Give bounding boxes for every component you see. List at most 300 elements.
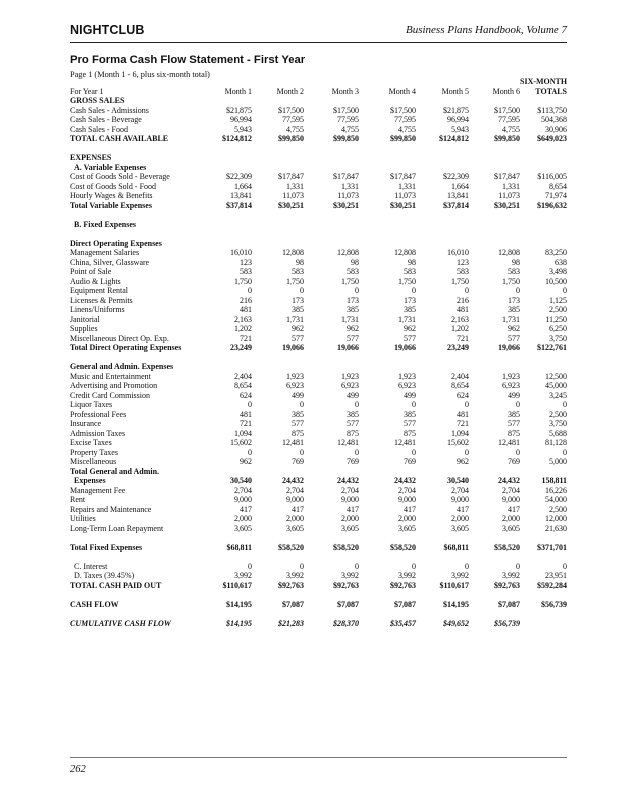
month-3-cell: 875 bbox=[347, 428, 359, 438]
month-4-cell: 0 bbox=[412, 400, 416, 409]
row-label: Point of Sale bbox=[70, 267, 112, 276]
total-cell: 21,630 bbox=[545, 523, 567, 533]
total-cell: 5,000 bbox=[549, 457, 567, 466]
month-4-cell: 577 bbox=[404, 419, 416, 428]
table-row bbox=[70, 362, 567, 372]
month-2-cell: $21,283 bbox=[278, 618, 304, 628]
row-label: D. Taxes (39.45%) bbox=[74, 571, 135, 580]
month-6-cell: 2,704 bbox=[502, 485, 520, 495]
month-6-cell bbox=[469, 239, 520, 249]
total-cell: 54,000 bbox=[545, 495, 567, 504]
table-row bbox=[70, 562, 567, 572]
month-5-cell: 624 bbox=[457, 390, 469, 400]
month-5-cell: 721 bbox=[457, 333, 469, 343]
table-row bbox=[70, 391, 567, 401]
month-3-cell: 0 bbox=[355, 447, 359, 457]
month-4-cell: 1,923 bbox=[398, 371, 416, 381]
month-1-cell: 624 bbox=[240, 390, 252, 400]
month-6-cell: 24,432 bbox=[498, 476, 520, 485]
total-cell: 2,500 bbox=[549, 504, 567, 514]
total-cell bbox=[520, 239, 567, 249]
month-4-cell: $99,850 bbox=[390, 134, 416, 143]
total-cell bbox=[520, 619, 567, 629]
total-cell: $592,284 bbox=[537, 580, 567, 590]
row-label: CUMULATIVE CASH FLOW bbox=[70, 618, 171, 628]
total-cell: 0 bbox=[563, 286, 567, 295]
month-5-cell: 721 bbox=[457, 419, 469, 428]
total-cell: 3,750 bbox=[549, 333, 567, 343]
month-5-cell: 3,992 bbox=[451, 571, 469, 580]
table-row bbox=[70, 476, 567, 486]
month-4-cell bbox=[359, 467, 416, 477]
month-6-cell: 4,755 bbox=[502, 124, 520, 134]
table-row bbox=[70, 201, 567, 211]
row-label: A. Variable Expenses bbox=[74, 162, 147, 172]
table-row bbox=[70, 438, 567, 448]
month-3-cell: $30,251 bbox=[333, 200, 359, 210]
table-row bbox=[70, 172, 567, 182]
month-2-cell: 1,923 bbox=[286, 371, 304, 381]
table-row bbox=[70, 115, 567, 125]
month-3-cell: 12,808 bbox=[337, 248, 359, 257]
month-1-cell bbox=[200, 467, 252, 477]
month-6-cell: $56,739 bbox=[494, 618, 520, 628]
month-4-header: Month 4 bbox=[388, 86, 416, 96]
month-4-cell: 875 bbox=[404, 428, 416, 438]
month-4-cell bbox=[359, 153, 416, 163]
month-1-cell: 3,605 bbox=[234, 523, 252, 533]
totals-header: TOTALS bbox=[535, 86, 567, 96]
spacer-row bbox=[70, 210, 567, 220]
month-6-cell: 3,605 bbox=[502, 523, 520, 533]
month-6-cell: $92,763 bbox=[494, 580, 520, 590]
month-1-cell: 2,404 bbox=[234, 371, 252, 381]
month-2-cell: 577 bbox=[292, 333, 304, 343]
month-1-cell: 23,249 bbox=[230, 343, 252, 352]
total-cell: 2,500 bbox=[549, 305, 567, 314]
row-label: Management Salaries bbox=[70, 248, 140, 257]
month-5-cell bbox=[416, 153, 469, 163]
month-3-cell: $92,763 bbox=[333, 580, 359, 590]
month-2-cell: $92,763 bbox=[278, 580, 304, 590]
month-6-cell: 0 bbox=[516, 286, 520, 295]
month-1-cell: $14,195 bbox=[226, 599, 252, 609]
month-3-cell: 962 bbox=[347, 324, 359, 333]
table-row bbox=[70, 258, 567, 268]
row-label: Repairs and Maintenance bbox=[70, 504, 152, 514]
month-1-cell: 583 bbox=[240, 267, 252, 276]
total-cell bbox=[520, 467, 567, 477]
month-2-cell: 499 bbox=[292, 390, 304, 400]
table-row bbox=[70, 543, 567, 553]
month-3-cell: 19,066 bbox=[337, 343, 359, 352]
month-5-cell: 16,010 bbox=[447, 248, 469, 257]
page-subtitle: Page 1 (Month 1 - 6, plus six-month total) bbox=[70, 70, 210, 79]
row-label: Music and Entertainment bbox=[70, 371, 151, 381]
month-5-cell: 1,750 bbox=[451, 276, 469, 286]
month-5-cell: 962 bbox=[457, 457, 469, 466]
month-6-cell: $58,520 bbox=[494, 542, 520, 552]
total-cell: $113,750 bbox=[537, 105, 567, 115]
month-1-cell: 0 bbox=[248, 286, 252, 295]
table-row bbox=[70, 343, 567, 353]
month-4-cell bbox=[359, 220, 416, 230]
month-6-cell: 0 bbox=[516, 400, 520, 409]
month-5-cell: $22,309 bbox=[443, 172, 469, 181]
month-4-cell: 77,595 bbox=[394, 115, 416, 124]
month-2-cell: 19,066 bbox=[282, 343, 304, 352]
month-2-cell: 875 bbox=[292, 428, 304, 438]
total-cell: 158,811 bbox=[541, 476, 567, 485]
month-5-cell: $124,812 bbox=[439, 134, 469, 143]
table-row bbox=[70, 514, 567, 524]
month-2-cell bbox=[252, 153, 304, 163]
month-3-cell: 6,923 bbox=[341, 381, 359, 390]
month-4-cell: 583 bbox=[404, 267, 416, 276]
table-row bbox=[70, 571, 567, 581]
month-4-cell bbox=[359, 163, 416, 173]
month-6-cell: 98 bbox=[512, 257, 520, 267]
month-6-cell bbox=[469, 163, 520, 173]
total-cell: 638 bbox=[555, 257, 567, 267]
table-row bbox=[70, 505, 567, 515]
table-row bbox=[70, 524, 567, 534]
month-3-header: Month 3 bbox=[331, 86, 359, 96]
total-cell: 1,125 bbox=[549, 295, 567, 305]
month-3-cell bbox=[304, 153, 359, 163]
row-label: Insurance bbox=[70, 419, 102, 428]
row-label: Utilities bbox=[70, 514, 96, 523]
month-2-cell: 385 bbox=[292, 409, 304, 419]
cash-flow-table bbox=[70, 77, 567, 628]
month-6-cell: 19,066 bbox=[498, 343, 520, 352]
total-cell: 6,250 bbox=[549, 324, 567, 333]
month-2-cell: 2,000 bbox=[286, 514, 304, 523]
month-1-cell: 1,094 bbox=[234, 428, 252, 438]
month-3-cell: 4,755 bbox=[341, 124, 359, 134]
month-2-cell: $58,520 bbox=[278, 542, 304, 552]
month-4-cell: $17,847 bbox=[390, 172, 416, 181]
total-cell: 10,500 bbox=[545, 276, 567, 286]
month-3-cell: 583 bbox=[347, 267, 359, 276]
month-4-cell: 11,073 bbox=[394, 191, 416, 200]
total-cell bbox=[520, 220, 567, 230]
header-section-title: NIGHTCLUB bbox=[70, 23, 145, 37]
total-cell: 30,906 bbox=[545, 124, 567, 134]
table-row bbox=[70, 286, 567, 296]
month-5-cell: $37,814 bbox=[443, 200, 469, 210]
month-1-cell: 3,992 bbox=[234, 571, 252, 580]
month-1-cell: 216 bbox=[240, 295, 252, 305]
month-4-cell: $17,500 bbox=[390, 105, 416, 115]
month-4-cell: 2,704 bbox=[398, 485, 416, 495]
month-4-cell: 417 bbox=[404, 504, 416, 514]
month-5-cell: 30,540 bbox=[447, 476, 469, 485]
month-4-cell: 2,000 bbox=[398, 514, 416, 523]
row-label: Total Variable Expenses bbox=[70, 200, 152, 210]
table-row bbox=[70, 267, 567, 277]
row-label: Cost of Goods Sold - Food bbox=[70, 181, 157, 191]
month-1-cell: $21,875 bbox=[226, 105, 252, 115]
month-2-cell: 417 bbox=[292, 504, 304, 514]
month-6-cell bbox=[469, 467, 520, 477]
month-1-cell: 1,202 bbox=[234, 324, 252, 333]
month-2-cell: 4,755 bbox=[286, 124, 304, 134]
total-cell bbox=[520, 153, 567, 163]
month-3-cell: $99,850 bbox=[333, 134, 359, 143]
table-row bbox=[70, 381, 567, 391]
month-5-cell: 15,602 bbox=[447, 438, 469, 447]
month-3-cell: 1,331 bbox=[341, 181, 359, 191]
month-4-cell: 0 bbox=[412, 561, 416, 571]
month-1-cell: 0 bbox=[248, 561, 252, 571]
row-label: Credit Card Commission bbox=[70, 390, 150, 400]
total-cell: 3,245 bbox=[549, 390, 567, 400]
month-2-cell bbox=[252, 239, 304, 249]
month-5-cell: 2,704 bbox=[451, 485, 469, 495]
row-label: B. Fixed Expenses bbox=[74, 219, 137, 229]
table-row bbox=[70, 277, 567, 287]
month-4-cell: 0 bbox=[412, 286, 416, 295]
month-6-cell: 1,331 bbox=[502, 181, 520, 191]
month-1-cell: 481 bbox=[240, 409, 252, 419]
row-label: Miscellaneous Direct Op. Exp. bbox=[70, 333, 169, 343]
month-6-cell: 173 bbox=[508, 295, 520, 305]
table-row bbox=[70, 324, 567, 334]
month-5-cell: 13,841 bbox=[447, 191, 469, 200]
table-row bbox=[70, 182, 567, 192]
row-label: Admission Taxes bbox=[70, 428, 126, 438]
month-4-cell: $58,520 bbox=[390, 542, 416, 552]
month-3-cell bbox=[304, 163, 359, 173]
month-6-cell: 583 bbox=[508, 267, 520, 276]
column-header-row bbox=[70, 87, 567, 97]
month-5-cell bbox=[416, 467, 469, 477]
month-6-cell: 962 bbox=[508, 324, 520, 333]
month-2-cell: 583 bbox=[292, 267, 304, 276]
row-label: C. Interest bbox=[74, 561, 108, 571]
month-4-cell: 9,000 bbox=[398, 495, 416, 504]
running-header bbox=[70, 22, 567, 43]
month-1-cell: 481 bbox=[240, 305, 252, 314]
column-header-top-row bbox=[70, 77, 567, 87]
month-2-cell: 3,605 bbox=[286, 523, 304, 533]
spacer-row bbox=[70, 552, 567, 562]
month-1-cell: 417 bbox=[240, 504, 252, 514]
month-6-cell: 12,481 bbox=[498, 438, 520, 447]
table-row bbox=[70, 96, 567, 106]
table-row bbox=[70, 305, 567, 315]
month-6-cell: 769 bbox=[508, 457, 520, 466]
month-2-cell bbox=[252, 362, 304, 372]
month-1-cell: 721 bbox=[240, 419, 252, 428]
table-row bbox=[70, 315, 567, 325]
month-1-cell: 9,000 bbox=[234, 495, 252, 504]
month-5-cell: 0 bbox=[465, 561, 469, 571]
month-4-cell bbox=[359, 362, 416, 372]
month-3-cell: 24,432 bbox=[337, 476, 359, 485]
month-5-cell: $49,652 bbox=[443, 618, 469, 628]
month-2-cell: 1,731 bbox=[286, 314, 304, 324]
table-row bbox=[70, 125, 567, 135]
month-2-cell: 12,808 bbox=[282, 248, 304, 257]
month-1-cell: 1,750 bbox=[234, 276, 252, 286]
month-3-cell bbox=[304, 96, 359, 106]
month-3-cell: 577 bbox=[347, 333, 359, 343]
month-5-cell: 0 bbox=[465, 447, 469, 457]
month-6-cell: 11,073 bbox=[498, 191, 520, 200]
month-1-cell: 16,010 bbox=[230, 248, 252, 257]
table-row bbox=[70, 486, 567, 496]
month-1-cell: 13,841 bbox=[230, 191, 252, 200]
month-5-cell: 583 bbox=[457, 267, 469, 276]
table-row bbox=[70, 619, 567, 629]
table-row bbox=[70, 191, 567, 201]
month-2-cell: 0 bbox=[300, 286, 304, 295]
month-3-cell: 2,704 bbox=[341, 485, 359, 495]
total-cell: 81,128 bbox=[545, 438, 567, 447]
month-3-cell: 2,000 bbox=[341, 514, 359, 523]
month-1-cell: 962 bbox=[240, 457, 252, 466]
month-1-header: Month 1 bbox=[224, 86, 252, 96]
month-2-cell: 3,992 bbox=[286, 571, 304, 580]
total-cell: $122,761 bbox=[537, 343, 567, 352]
month-2-cell: $99,850 bbox=[278, 134, 304, 143]
month-3-cell: $58,520 bbox=[333, 542, 359, 552]
month-3-cell: 11,073 bbox=[337, 191, 359, 200]
month-6-cell: 6,923 bbox=[502, 381, 520, 390]
table-row bbox=[70, 448, 567, 458]
month-5-cell: 123 bbox=[457, 257, 469, 267]
row-label: EXPENSES bbox=[70, 153, 112, 162]
month-1-cell: 721 bbox=[240, 333, 252, 343]
row-label: Miscellaneous bbox=[70, 457, 117, 466]
month-2-cell: 173 bbox=[292, 295, 304, 305]
month-3-cell: $7,087 bbox=[337, 599, 359, 609]
row-label: Rent bbox=[70, 495, 86, 504]
six-month-header: SIX-MONTH bbox=[520, 77, 568, 86]
month-6-cell: 417 bbox=[508, 504, 520, 514]
month-1-cell: $124,812 bbox=[222, 134, 252, 143]
month-1-cell: 8,654 bbox=[234, 381, 252, 390]
row-label: Direct Operating Expenses bbox=[70, 238, 162, 248]
spacer-row bbox=[70, 533, 567, 543]
table-row bbox=[70, 248, 567, 258]
month-6-cell: 12,808 bbox=[498, 248, 520, 257]
month-2-cell: 98 bbox=[296, 257, 304, 267]
month-2-header: Month 2 bbox=[276, 86, 304, 96]
month-3-cell: 769 bbox=[347, 457, 359, 466]
month-5-cell: 1,202 bbox=[451, 324, 469, 333]
row-label: Total General and Admin. bbox=[70, 466, 160, 476]
month-6-cell: $17,847 bbox=[494, 172, 520, 181]
month-4-cell: $30,251 bbox=[390, 200, 416, 210]
month-5-cell bbox=[416, 362, 469, 372]
month-6-cell: $7,087 bbox=[498, 599, 520, 609]
month-5-cell: 481 bbox=[457, 409, 469, 419]
row-label: GROSS SALES bbox=[70, 96, 125, 105]
month-5-cell: 481 bbox=[457, 305, 469, 314]
month-6-cell: 499 bbox=[508, 390, 520, 400]
month-1-cell: 1,664 bbox=[234, 181, 252, 191]
month-4-cell: 3,992 bbox=[398, 571, 416, 580]
month-1-cell: 0 bbox=[248, 400, 252, 409]
month-4-cell: 24,432 bbox=[394, 476, 416, 485]
total-cell: 3,750 bbox=[549, 419, 567, 428]
spacer-row bbox=[70, 590, 567, 600]
month-1-cell bbox=[200, 153, 252, 163]
page-title: Pro Forma Cash Flow Statement - First Year bbox=[70, 54, 306, 66]
month-4-cell: 19,066 bbox=[394, 343, 416, 352]
month-5-cell: $14,195 bbox=[443, 599, 469, 609]
row-label: Property Taxes bbox=[70, 447, 118, 457]
month-4-cell bbox=[359, 239, 416, 249]
table-row bbox=[70, 457, 567, 467]
month-4-cell: $7,087 bbox=[394, 599, 416, 609]
month-2-cell bbox=[252, 163, 304, 173]
month-6-cell: 3,992 bbox=[502, 571, 520, 580]
table-row bbox=[70, 239, 567, 249]
month-6-cell: 385 bbox=[508, 305, 520, 314]
month-6-cell bbox=[469, 220, 520, 230]
footer-rule bbox=[70, 757, 567, 758]
month-2-cell: 385 bbox=[292, 305, 304, 314]
month-3-cell bbox=[304, 467, 359, 477]
month-6-cell: $99,850 bbox=[494, 134, 520, 143]
month-4-cell: 3,605 bbox=[398, 523, 416, 533]
row-label: Audio & Lights bbox=[70, 276, 121, 286]
header-book-title: Business Plans Handbook, Volume 7 bbox=[405, 24, 567, 36]
month-2-cell: 9,000 bbox=[286, 495, 304, 504]
month-1-cell: 0 bbox=[248, 447, 252, 457]
month-5-cell: 8,654 bbox=[451, 381, 469, 390]
row-label: Excise Taxes bbox=[70, 438, 112, 447]
month-1-cell: $110,617 bbox=[222, 580, 252, 590]
month-1-cell: 2,704 bbox=[234, 485, 252, 495]
month-3-cell: 98 bbox=[351, 257, 359, 267]
row-label: Cost of Goods Sold - Beverage bbox=[70, 172, 170, 181]
month-4-cell: 173 bbox=[404, 295, 416, 305]
total-cell: 45,000 bbox=[545, 381, 567, 390]
total-cell: 83,250 bbox=[545, 248, 567, 257]
total-cell: 0 bbox=[563, 400, 567, 409]
spacer-row bbox=[70, 229, 567, 239]
month-3-cell bbox=[304, 220, 359, 230]
row-label: Management Fee bbox=[70, 485, 126, 495]
month-6-cell: 577 bbox=[508, 419, 520, 428]
month-1-cell: 96,994 bbox=[230, 115, 252, 124]
month-5-cell: 2,000 bbox=[451, 514, 469, 523]
month-3-cell: 577 bbox=[347, 419, 359, 428]
month-5-header: Month 5 bbox=[441, 86, 469, 96]
month-6-cell: 9,000 bbox=[502, 495, 520, 504]
month-1-cell: 5,943 bbox=[234, 124, 252, 134]
month-3-cell bbox=[304, 362, 359, 372]
row-label: CASH FLOW bbox=[70, 599, 119, 609]
table-row bbox=[70, 400, 567, 410]
total-cell: 11,250 bbox=[545, 314, 567, 324]
total-cell: 23,951 bbox=[545, 571, 567, 580]
month-2-cell bbox=[252, 96, 304, 106]
month-2-cell: $17,500 bbox=[278, 105, 304, 115]
month-6-cell: $17,500 bbox=[494, 105, 520, 115]
row-label: Supplies bbox=[70, 324, 98, 333]
month-3-cell: 12,481 bbox=[337, 438, 359, 447]
row-label: Total Direct Operating Expenses bbox=[70, 343, 182, 352]
table-row bbox=[70, 410, 567, 420]
month-2-cell: 962 bbox=[292, 324, 304, 333]
row-label: Cash Sales - Admissions bbox=[70, 105, 149, 115]
